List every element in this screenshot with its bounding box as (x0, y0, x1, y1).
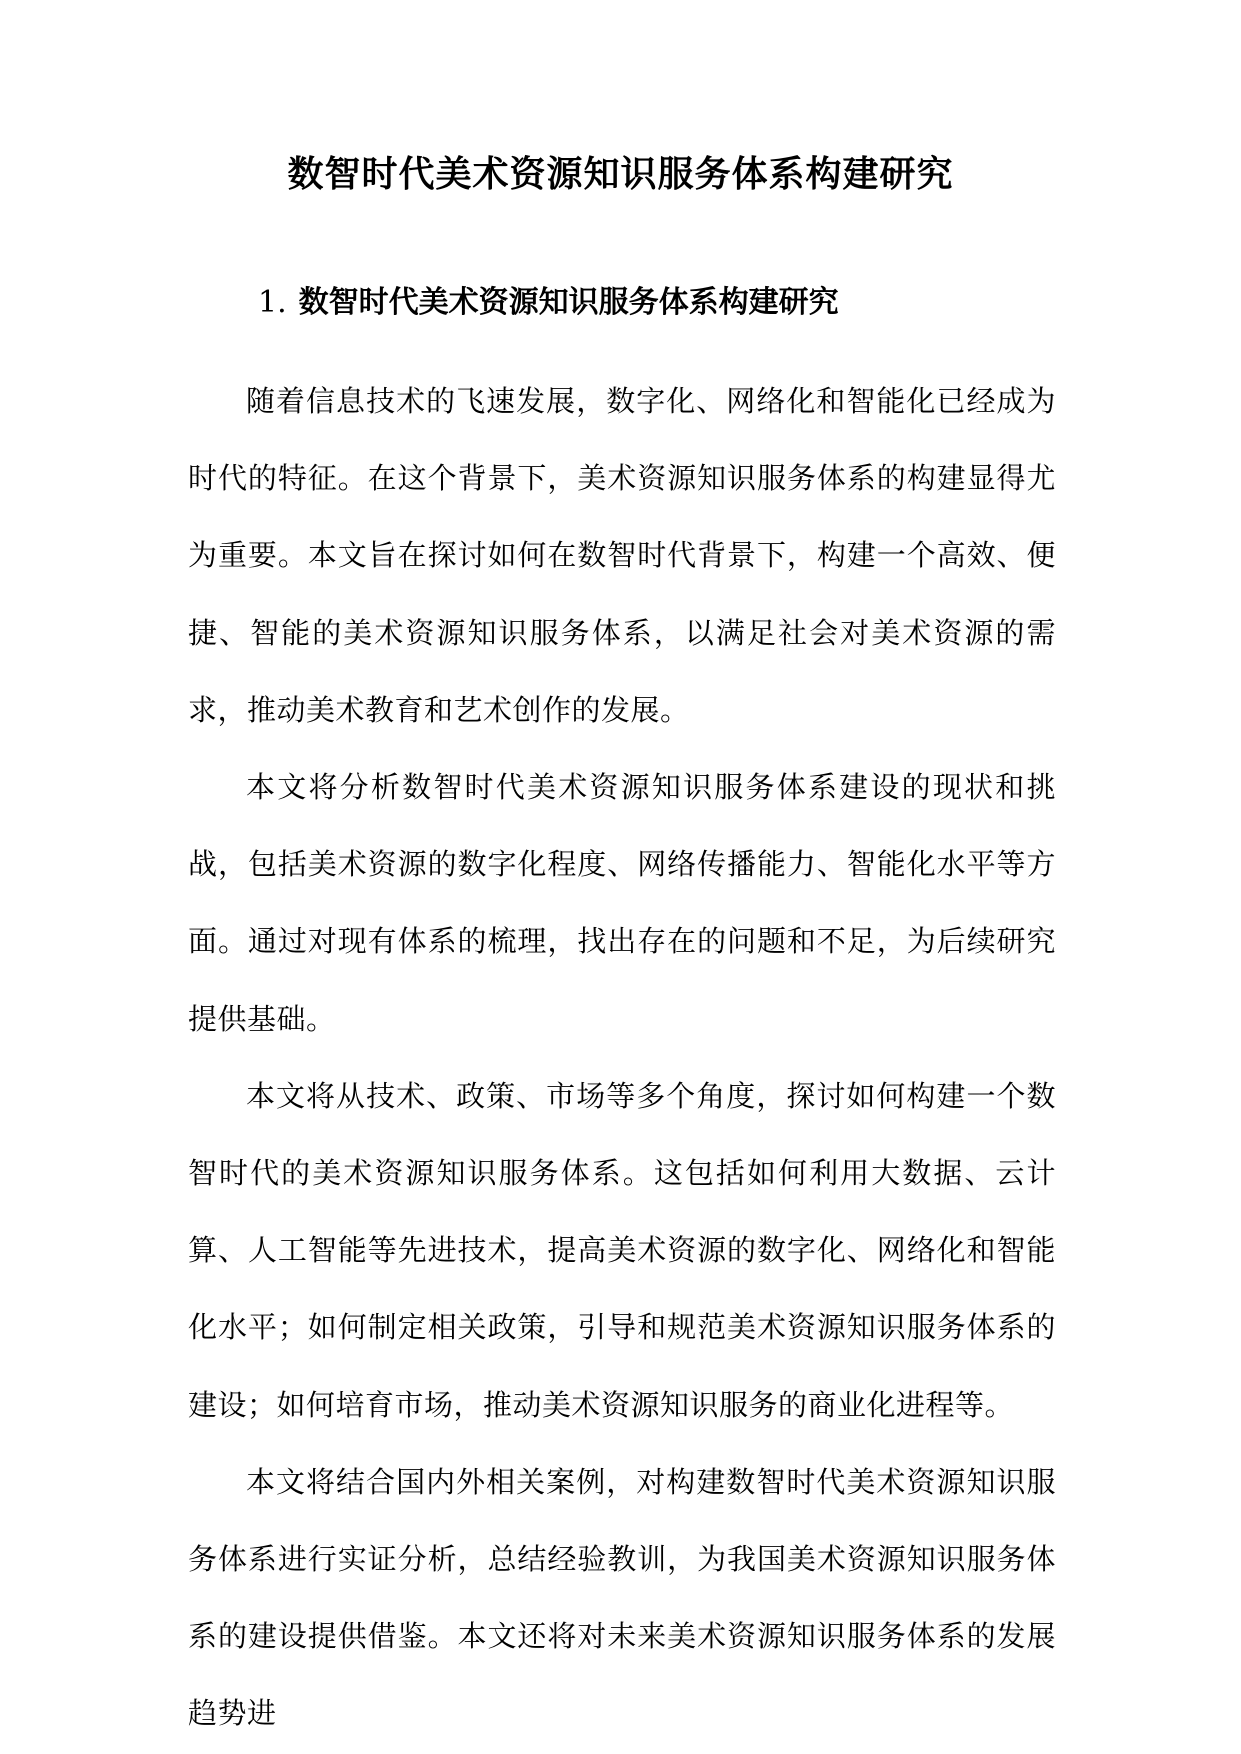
paragraph: 本文将从技术、政策、市场等多个角度，探讨如何构建一个数智时代的美术资源知识服务体系。这包括如何利用大数据、云计算、人工智能等先进技术，提高美术资源的数字化、网络化和智能化水平；如何制定相关政策，引导和规范美术资源知识服务体系的建设；如何培育市场，推动美术资源知识服务的商业化进程等。 (188, 1078, 1056, 1422)
paragraph: 本文将分析数智时代美术资源知识服务体系建设的现状和挑战，包括美术资源的数字化程度、网络传播能力、智能化水平等方面。通过对现有体系的梳理，找出存在的问题和不足，为后续研究提供基础。 (188, 770, 1056, 1036)
section-number: 1. (258, 285, 287, 320)
section-title: 数智时代美术资源知识服务体系构建研究 (298, 285, 839, 320)
body-text (188, 363, 1056, 1753)
section-heading (258, 281, 839, 325)
paragraph: 随着信息技术的飞速发展，数字化、网络化和智能化已经成为时代的特征。在这个背景下，美术资源知识服务体系的构建显得尤为重要。本文旨在探讨如何在数智时代背景下，构建一个高效、便捷、智能的美术资源知识服务体系，以满足社会对美术资源的需求，推动美术教育和艺术创作的发展。 (188, 384, 1056, 727)
paragraph: 本文将结合国内外相关案例，对构建数智时代美术资源知识服务体系进行实证分析，总结经验教训，为我国美术资源知识服务体系的建设提供借鉴。本文还将对未来美术资源知识服务体系的发展趋势进 (188, 1464, 1056, 1731)
document-title: 数智时代美术资源知识服务体系构建研究 (287, 154, 954, 195)
